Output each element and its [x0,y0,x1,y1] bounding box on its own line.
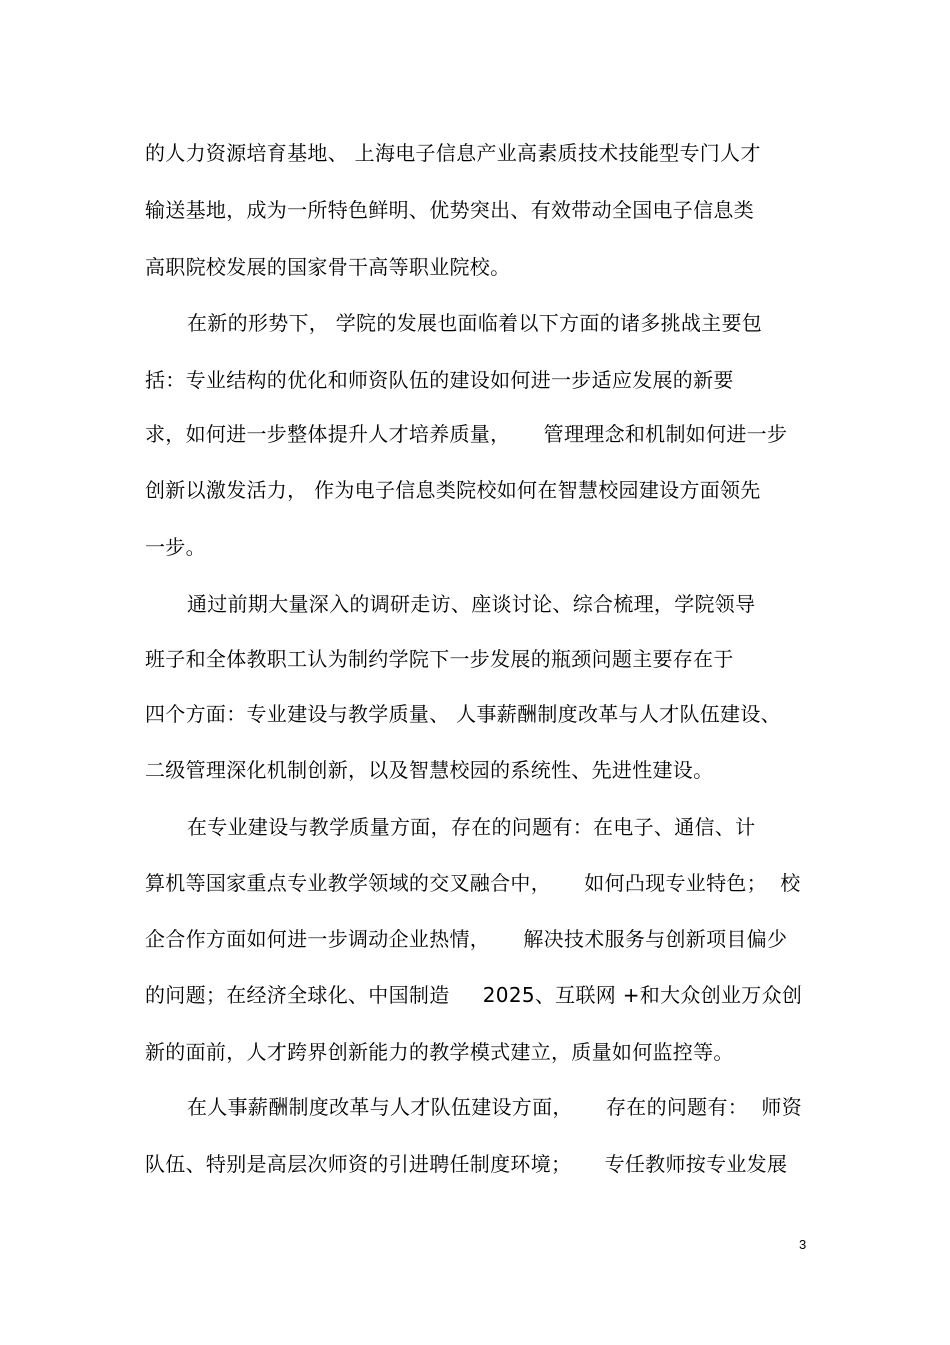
text-line: 企合作方面如何进一步调动企业热情， 解决技术服务与创新项目偏少 [145,927,788,951]
page-number: 3 [799,1237,807,1252]
text-line: 高职院校发展的国家骨干高等职业院校。 [145,255,511,279]
text-line: 队伍、特别是高层次师资的引进聘任制度环境； 专任教师按专业发展 [145,1152,788,1176]
text-line: 算机等国家重点专业教学领域的交叉融合中， 如何凸现专业特色； 校 [145,871,801,895]
text-line: 的问题；在经济全球化、中国制造 2025、互联网 +和大众创业万众创 [145,983,803,1007]
text-line: 创新以激发活力， 作为电子信息类院校如何在智慧校园建设方面领先 [145,478,761,502]
text-line: 新的面前，人才跨界创新能力的教学模式建立，质量如何监控等。 [145,1040,734,1064]
text-line: 四个方面：专业建设与教学质量、 人事薪酬制度改革与人才队伍建设、 [145,702,781,726]
text-line: 在新的形势下， 学院的发展也面临着以下方面的诸多挑战主要包 [187,311,763,335]
text-line: 输送基地，成为一所特色鲜明、优势突出、有效带动全国电子信息类 [145,198,754,222]
text-line: 求，如何进一步整体提升人才培养质量， 管理理念和机制如何进一步 [145,422,788,446]
text-line: 二级管理深化机制创新，以及智慧校园的系统性、先进性建设。 [145,758,714,782]
text-line: 在人事薪酬制度改革与人才队伍建设方面， 存在的问题有： 师资 [187,1095,803,1119]
text-line: 的人力资源培育基地、 上海电子信息产业高素质技术技能型专门人才 [145,141,761,165]
text-line: 在专业建设与教学质量方面，存在的问题有：在电子、通信、计 [187,815,756,839]
text-line: 班子和全体教职工认为制约学院下一步发展的瓶颈问题主要存在于 [145,647,734,671]
text-line: 一步。 [145,535,206,559]
text-line: 通过前期大量深入的调研走访、座谈讨论、综合梳理，学院领导 [187,592,756,616]
text-line: 括：专业结构的优化和师资队伍的建设如何进一步适应发展的新要 [145,368,734,392]
